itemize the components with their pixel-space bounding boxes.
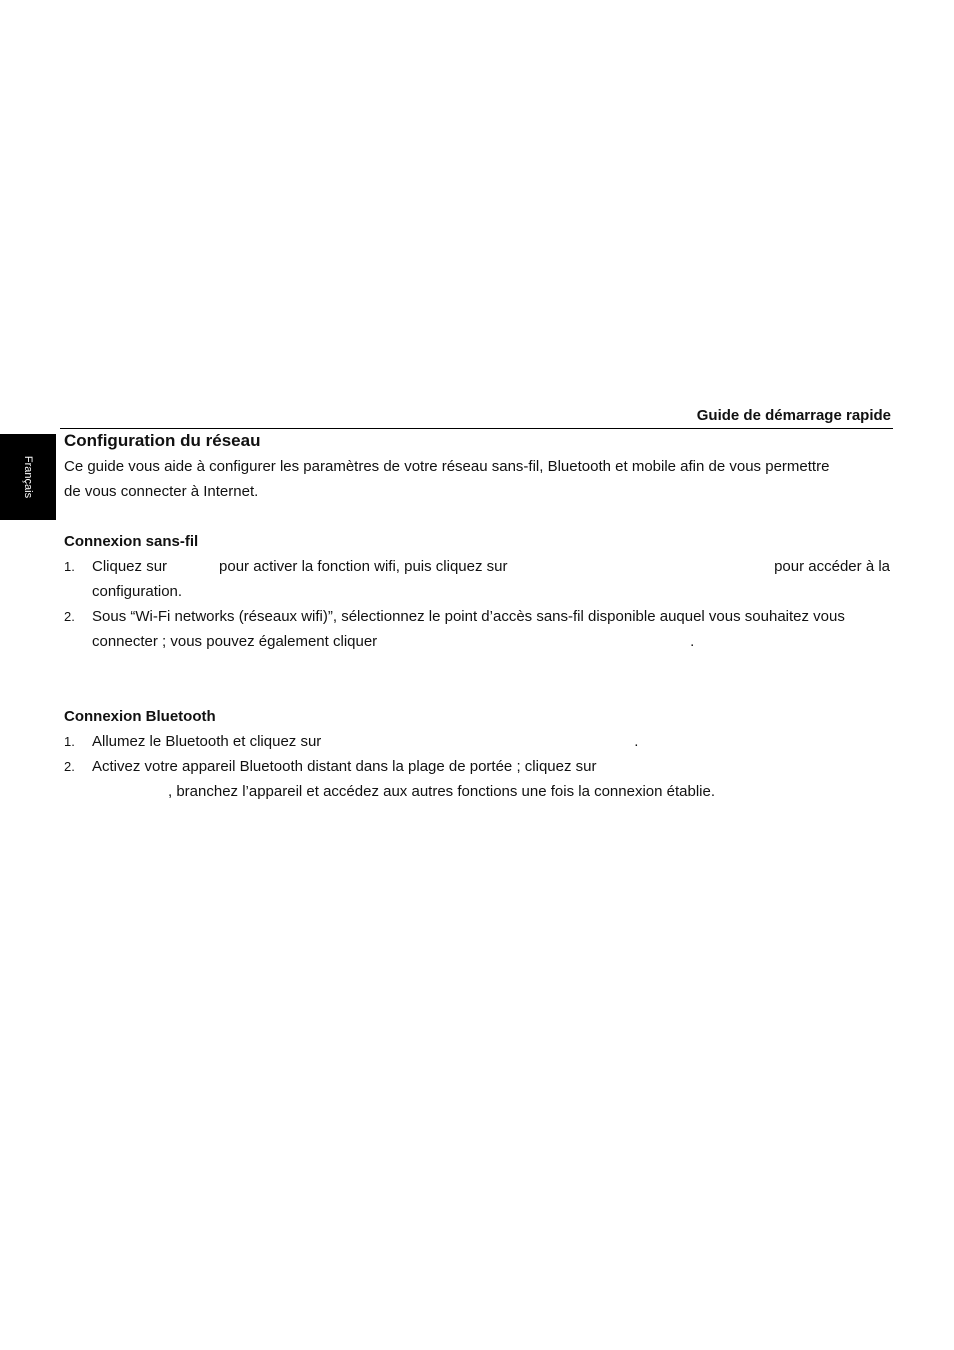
intro-paragraph [64, 454, 890, 504]
wifi-step-1-part-b: pour activer la fonction wifi, puis cliquez sur [219, 558, 508, 575]
language-tab [0, 434, 56, 520]
wifi-step-2-end: . [690, 633, 695, 650]
intro-line-1: Ce guide vous aide à configurer les paramètres de votre réseau sans-fil, Bluetooth et mobile afin de vous permettre [64, 458, 830, 475]
bluetooth-step-2-number: 2. [64, 759, 75, 774]
bluetooth-step-2-line-1: Activez votre appareil Bluetooth distant dans la plage de portée ; cliquez sur [92, 758, 597, 775]
bluetooth-step-2-text [92, 754, 890, 804]
wifi-step-1-number: 1. [64, 559, 75, 574]
wifi-step-2-text [92, 604, 890, 654]
page-header-title: Guide de démarrage rapide [696, 407, 891, 424]
wifi-step-2-number: 2. [64, 609, 75, 624]
bluetooth-step-1-end: . [634, 733, 639, 750]
section-title: Configuration du réseau [64, 431, 261, 450]
intro-line-2: de vous connecter à Internet. [64, 483, 259, 500]
wifi-heading: Connexion sans-fil [64, 533, 199, 550]
wifi-step-1-line-2: configuration. [92, 583, 183, 600]
wifi-step-2-line-1: Sous “Wi-Fi networks (réseaux wifi)”, sélectionnez le point d’accès sans-fil disponible auquel vous souhaitez vous [92, 608, 845, 625]
wifi-step-1-part-c: pour accéder à la [774, 558, 890, 575]
bluetooth-step-1-number: 1. [64, 734, 75, 749]
bluetooth-heading: Connexion Bluetooth [64, 708, 216, 725]
wifi-step-1-text [92, 554, 890, 604]
bluetooth-step-1-part-a: Allumez le Bluetooth et cliquez sur [92, 733, 322, 750]
bluetooth-step-2-line-2: , branchez l’appareil et accédez aux autres fonctions une fois la connexion établie. [168, 783, 716, 800]
wifi-step-1-part-a: Cliquez sur [92, 558, 168, 575]
wifi-step-2-line-2a: connecter ; vous pouvez également cliquer [92, 633, 378, 650]
header-divider [60, 428, 893, 429]
language-tab-label: Français [22, 455, 34, 499]
bluetooth-step-1-text [92, 729, 890, 754]
